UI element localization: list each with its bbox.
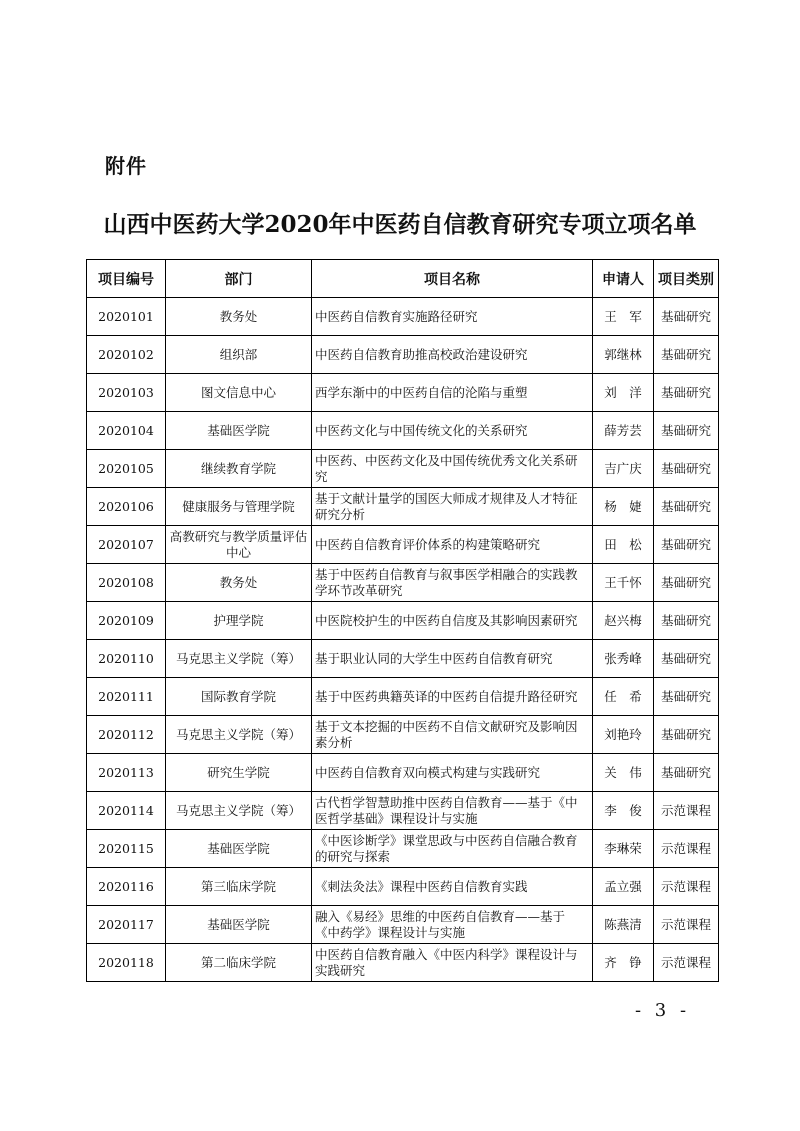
table-row	[87, 298, 719, 336]
cell-department: 研究生学院	[166, 754, 312, 792]
cell-project-name: 中医药自信教育实施路径研究	[312, 298, 593, 336]
cell-applicant: 刘 洋	[593, 374, 654, 412]
cell-project-name: 中医药、中医药文化及中国传统优秀文化关系研究	[312, 450, 593, 488]
header-category: 项目类别	[654, 260, 719, 298]
cell-applicant: 王千怀	[593, 564, 654, 602]
cell-category: 基础研究	[654, 412, 719, 450]
table-row	[87, 678, 719, 716]
cell-applicant: 张秀峰	[593, 640, 654, 678]
cell-department: 第三临床学院	[166, 868, 312, 906]
cell-category: 基础研究	[654, 602, 719, 640]
cell-project-no: 2020111	[87, 678, 166, 716]
cell-project-name: 融入《易经》思维的中医药自信教育——基于《中药学》课程设计与实施	[312, 906, 593, 944]
document-title: 山西中医药大学2020年中医药自信教育研究专项立项名单	[103, 211, 697, 238]
cell-category: 基础研究	[654, 640, 719, 678]
table-row	[87, 450, 719, 488]
cell-category: 基础研究	[654, 488, 719, 526]
table-row	[87, 412, 719, 450]
cell-project-no: 2020103	[87, 374, 166, 412]
header-project-no: 项目编号	[87, 260, 166, 298]
cell-project-name: 《刺法灸法》课程中医药自信教育实践	[312, 868, 593, 906]
cell-project-no: 2020110	[87, 640, 166, 678]
cell-project-name: 中医药自信教育评价体系的构建策略研究	[312, 526, 593, 564]
table-row	[87, 906, 719, 944]
cell-project-name: 中医院校护生的中医药自信度及其影响因素研究	[312, 602, 593, 640]
cell-department: 基础医学院	[166, 830, 312, 868]
cell-project-no: 2020106	[87, 488, 166, 526]
cell-project-name: 中医药自信教育双向模式构建与实践研究	[312, 754, 593, 792]
cell-department: 继续教育学院	[166, 450, 312, 488]
cell-category: 基础研究	[654, 336, 719, 374]
cell-department: 图文信息中心	[166, 374, 312, 412]
table-row	[87, 830, 719, 868]
cell-department: 马克思主义学院（筹）	[166, 640, 312, 678]
cell-category: 基础研究	[654, 450, 719, 488]
cell-project-name: 基于职业认同的大学生中医药自信教育研究	[312, 640, 593, 678]
cell-applicant: 陈燕清	[593, 906, 654, 944]
cell-applicant: 李琳荣	[593, 830, 654, 868]
table-row	[87, 792, 719, 830]
cell-applicant: 刘艳玲	[593, 716, 654, 754]
cell-project-no: 2020118	[87, 944, 166, 982]
cell-department: 健康服务与管理学院	[166, 488, 312, 526]
table-row	[87, 868, 719, 906]
cell-category: 基础研究	[654, 754, 719, 792]
cell-applicant: 任 希	[593, 678, 654, 716]
table-row	[87, 716, 719, 754]
table-row	[87, 564, 719, 602]
cell-category: 示范课程	[654, 792, 719, 830]
cell-project-name: 基于中医药自信教育与叙事医学相融合的实践教学环节改革研究	[312, 564, 593, 602]
cell-category: 示范课程	[654, 868, 719, 906]
cell-project-name: 基于文献计量学的国医大师成才规律及人才特征研究分析	[312, 488, 593, 526]
cell-applicant: 李 俊	[593, 792, 654, 830]
table-row	[87, 336, 719, 374]
cell-project-no: 2020109	[87, 602, 166, 640]
cell-applicant: 田 松	[593, 526, 654, 564]
cell-project-no: 2020115	[87, 830, 166, 868]
cell-department: 护理学院	[166, 602, 312, 640]
table-row	[87, 944, 719, 982]
cell-department: 高教研究与教学质量评估中心	[166, 526, 312, 564]
cell-project-no: 2020113	[87, 754, 166, 792]
cell-applicant: 赵兴梅	[593, 602, 654, 640]
cell-category: 示范课程	[654, 906, 719, 944]
cell-project-name: 基于文本挖掘的中医药不自信文献研究及影响因素分析	[312, 716, 593, 754]
cell-project-no: 2020107	[87, 526, 166, 564]
cell-department: 马克思主义学院（筹）	[166, 716, 312, 754]
header-project-name: 项目名称	[312, 260, 593, 298]
cell-category: 基础研究	[654, 298, 719, 336]
cell-project-no: 2020112	[87, 716, 166, 754]
cell-project-no: 2020117	[87, 906, 166, 944]
cell-project-name: 西学东渐中的中医药自信的沦陷与重塑	[312, 374, 593, 412]
cell-category: 基础研究	[654, 374, 719, 412]
cell-category: 基础研究	[654, 678, 719, 716]
cell-applicant: 杨 婕	[593, 488, 654, 526]
cell-category: 基础研究	[654, 564, 719, 602]
cell-applicant: 薛芳芸	[593, 412, 654, 450]
cell-department: 马克思主义学院（筹）	[166, 792, 312, 830]
cell-project-no: 2020114	[87, 792, 166, 830]
cell-project-name: 古代哲学智慧助推中医药自信教育——基于《中医哲学基础》课程设计与实施	[312, 792, 593, 830]
cell-department: 第二临床学院	[166, 944, 312, 982]
cell-category: 基础研究	[654, 526, 719, 564]
table-row	[87, 602, 719, 640]
header-applicant: 申请人	[593, 260, 654, 298]
attachment-label: 附件	[105, 154, 147, 178]
cell-project-no: 2020102	[87, 336, 166, 374]
cell-department: 基础医学院	[166, 906, 312, 944]
table-row	[87, 488, 719, 526]
cell-project-no: 2020101	[87, 298, 166, 336]
cell-department: 基础医学院	[166, 412, 312, 450]
cell-applicant: 王 军	[593, 298, 654, 336]
cell-project-no: 2020105	[87, 450, 166, 488]
table-row	[87, 374, 719, 412]
cell-applicant: 齐 铮	[593, 944, 654, 982]
cell-category: 基础研究	[654, 716, 719, 754]
table-row	[87, 640, 719, 678]
cell-department: 国际教育学院	[166, 678, 312, 716]
cell-project-name: 中医药自信教育助推高校政治建设研究	[312, 336, 593, 374]
cell-category: 示范课程	[654, 830, 719, 868]
cell-department: 组织部	[166, 336, 312, 374]
cell-project-no: 2020104	[87, 412, 166, 450]
header-department: 部门	[166, 260, 312, 298]
cell-applicant: 吉广庆	[593, 450, 654, 488]
cell-project-no: 2020108	[87, 564, 166, 602]
cell-project-no: 2020116	[87, 868, 166, 906]
table-row	[87, 526, 719, 564]
cell-project-name: 基于中医药典籍英译的中医药自信提升路径研究	[312, 678, 593, 716]
table-row	[87, 754, 719, 792]
cell-department: 教务处	[166, 564, 312, 602]
cell-project-name: 《中医诊断学》课堂思政与中医药自信融合教育的研究与探索	[312, 830, 593, 868]
page-number: - 3 -	[635, 1000, 691, 1021]
cell-department: 教务处	[166, 298, 312, 336]
cell-applicant: 郭继林	[593, 336, 654, 374]
table-header-row	[87, 260, 719, 298]
project-table	[86, 259, 719, 982]
cell-project-name: 中医药文化与中国传统文化的关系研究	[312, 412, 593, 450]
cell-applicant: 关 伟	[593, 754, 654, 792]
cell-category: 示范课程	[654, 944, 719, 982]
cell-project-name: 中医药自信教育融入《中医内科学》课程设计与实践研究	[312, 944, 593, 982]
cell-applicant: 孟立强	[593, 868, 654, 906]
